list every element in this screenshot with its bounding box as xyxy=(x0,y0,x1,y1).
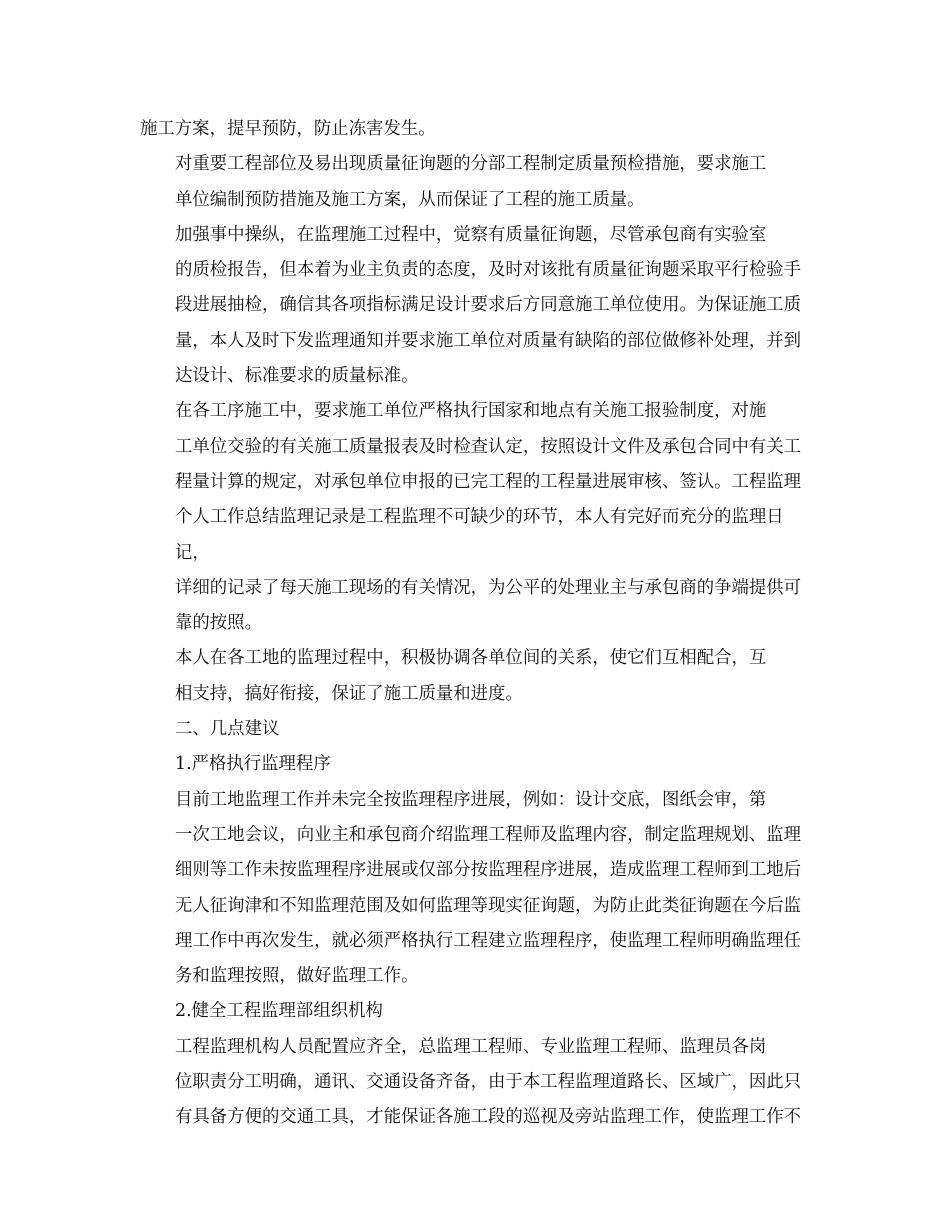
paragraph-2: 对重要工程部位及易出现质量征询题的分部工程制定质量预检措施，要求施工 单位编制预防措施及施工方案，从而保证了工程的施工质量。 xyxy=(175,154,767,210)
section-heading: 二、几点建议 xyxy=(175,719,280,740)
paragraph-1: 施工方案，提早预防，防止冻害发生。 xyxy=(140,119,436,139)
paragraph-3: 加强事中操纵，在监理施工过程中，觉察有质量征询题，尽管承包商有实验室 的质检报告，但本着为业主负责的态度，及时对该批有质量征询题采取平行检验手 段进展抽检，确信其各项指标满足设计要求后方同意施工单位使用。为保证施工质 量，本人及时下发监理通知并要求施工单位对质量有缺陷的部位做修补处理，并到 达设计、标准要求的质量标准。 xyxy=(175,224,802,387)
paragraph-7: 工程监理机构人员配置应齐全，总监理工程师、专业监理工程师、监理员各岗 位职责分工明确，通讯、交通设备齐备，由于本工程监理道路长、区域广，因此只 有具备方便的交通工具，才能保证各施工段的巡视及旁站监理工作，使监理工作不 xyxy=(175,1036,802,1128)
subheading-2: 2.健全工程监理部组织机构 xyxy=(175,1001,383,1022)
paragraph-5: 本人在各工地的监理过程中，积极协调各单位间的关系，使它们互相配合，互 相支持，搞好衔接，保证了施工质量和进度。 xyxy=(175,648,767,704)
subheading-1: 1.严格执行监理程序 xyxy=(175,754,331,775)
paragraph-6: 目前工地监理工作并未完全按监理程序进展，例如：设计交底，图纸会审，第 一次工地会议，向业主和承包商介绍监理工程师及监理内容，制定监理规划、监理 细则等工作未按监理程序进展或仅部分按监理程序进展，造成监理工程师到工地后 无人征询津和不知监理范围及如何监理等现实征询题，为防止此类征询题在今后监 理工作中再次发生，就必须严格执行工程建立监理程序，使监理工程师明确监理任 务和监理按照，做好监理工作。 xyxy=(175,789,802,987)
paragraph-4: 在各工序施工中，要求施工单位严格执行国家和地点有关施工报验制度，对施 工单位交验的有关施工质量报表及时检查认定，按照设计文件及承包合同中有关工 程量计算的规定，对承包单位申报的已完工程的工程量进展审核、签认。工程监理 个人工作总结监理记录是工程监理不可缺少的环节，本人有完好而充分的监理日记， 详细的记录了每天施工现场的有关情况，为公平的处理业主与承包商的争端提供可 靠的按照。 xyxy=(175,401,802,634)
document-body xyxy=(140,112,815,1136)
